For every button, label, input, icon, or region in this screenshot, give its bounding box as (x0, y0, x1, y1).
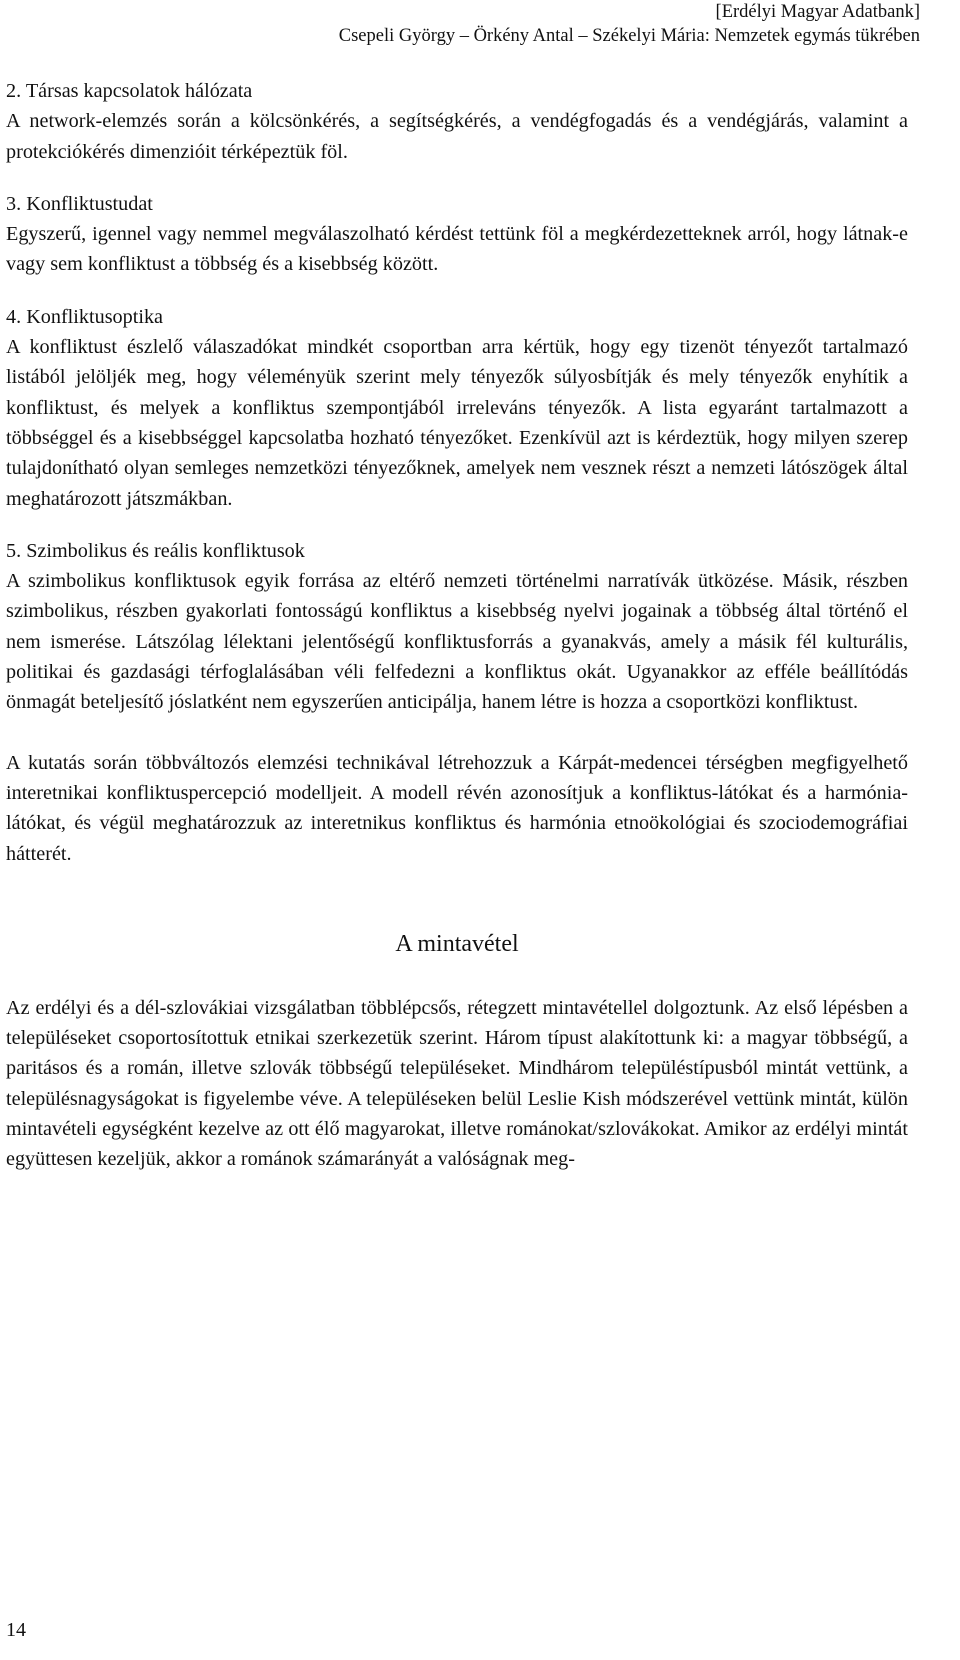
section-title: 2. Társas kapcsolatok hálózata (6, 80, 253, 102)
section-text: A szimbolikus konfliktusok egyik forrása az eltérő nemzeti történelmi narratívák ütközése. Másik, részben szimbolikus, részben gyakorlati fontosságú konfliktus a kisebbség nyelvi jogainak a többség által történő el nem ismerése. Látszólag lélektani jelentőségű konfliktusforrás a gyanakvás, amely a másik fél kulturális, politikai és gazdasági térfoglalásában véli felfedezni a konfliktus okát. Ugyanakkor az efféle beállítódás önmagát beteljesítő jóslatként nem egyszerűen anticipálja, hanem létre is hozza a csoportközi konfliktust. (6, 570, 908, 714)
summary-paragraph: A kutatás során többváltozós elemzési technikával létrehozzuk a Kárpát-medencei térségben megfigyelhető interetnikai konfliktuspercepció modelljeit. A modell révén azonosítjuk a konfliktus-látókat és a harmónia-látókat, és végül meghatározzuk az interetnikus konfliktus és harmónia etnoökológiai és szociodemográfiai hátterét. (6, 751, 908, 865)
section-text: Egyszerű, igennel vagy nemmel megválaszolható kérdést tettünk föl a megkérdezetteknek arról, hogy látnak-e vagy sem konfliktust a többség és a kisebbség között. (6, 223, 908, 276)
section-title: 5. Szimbolikus és reális konfliktusok (6, 539, 305, 562)
page-number: 14 (6, 1619, 26, 1641)
header-source: [Erdélyi Magyar Adatbank] (715, 2, 920, 22)
section-text: A network-elemzés során a kölcsönkérés, a segítségkérés, a vendégfogadás és a vendégjárás, valamint a protekciókérés dimenzióit térképeztük föl. (6, 110, 908, 163)
section-text: A konfliktust észlelő válaszadókat mindkét csoportban arra kértük, hogy egy tizenöt tényezőt tartalmazó listából jelöljék meg, hogy véleményük szerint mely tényezők súlyosbítják és mely tényezők enyhítik a konfliktust, és melyek a konfliktus szempontjából irreleváns tényezők. A lista egyaránt tartalmazott a többséggel és a kisebbséggel kapcsolatba hozható tényezőket. Ezenkívül azt is kérdeztük, hogy milyen szerep tulajdonítható olyan semleges nemzetközi tényezőknek, amelyek nem vesznek részt a nemzeti látószögek által meghatározott játszmákban. (6, 336, 908, 510)
page-content (6, 76, 908, 1175)
section-title: 4. Konfliktusoptika (6, 305, 164, 328)
section-szimbolikus-konfliktusok (6, 536, 908, 718)
page-header (20, 0, 920, 48)
section-title: 3. Konfliktustudat (6, 192, 153, 215)
header-citation: Csepeli György – Örkény Antal – Székelyi Mária: Nemzetek egymás tükrében (338, 26, 920, 46)
spacer (6, 869, 908, 929)
section-konfliktusoptika (6, 302, 908, 514)
mintavetel-heading: A mintavétel (395, 930, 519, 957)
mintavetel-paragraph: Az erdélyi és a dél-szlovákiai vizsgálatban többlépcsős, rétegzett mintavétellel dolgoztunk. Az első lépésben a településeket csoportosítottuk etnikai szerkezetük szerint. Három típust alakítottunk ki: a magyar többségű, a paritásos és a román, illetve szlovák többségű településeket. Mindhárom településtípusból mintát vettünk, a településnagyságokat is figyelembe véve. A településeken belül Leslie Kish módszerével vettünk mintát, külön mintavételi egységként kezelve az ott élő magyarokat, illetve románokat/szlovákokat. Amikor az erdélyi mintát együttesen kezeljük, akkor a románok számarányát a valóságnak meg- (6, 996, 908, 1171)
section-tarsas-kapcsolatok (6, 76, 908, 167)
section-konfliktustudat (6, 189, 908, 280)
